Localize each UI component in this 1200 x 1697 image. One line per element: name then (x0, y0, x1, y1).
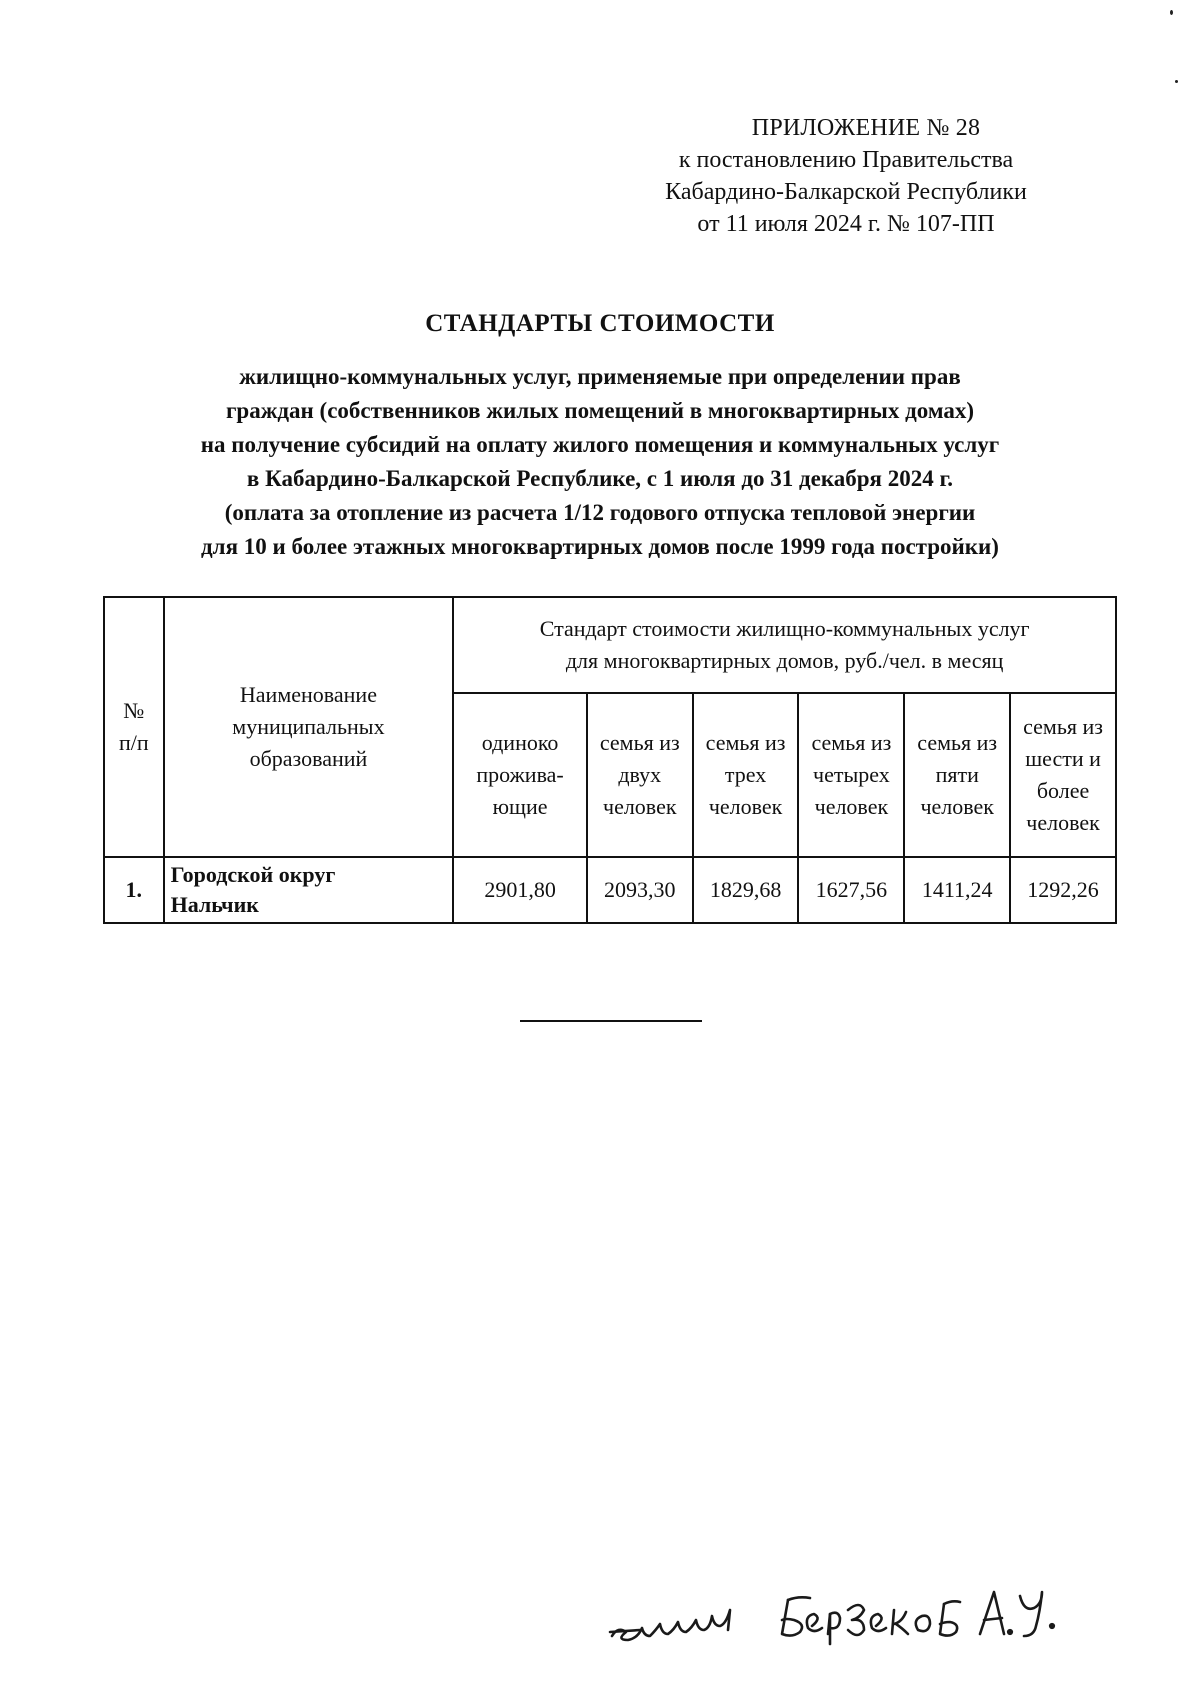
header-single: одиноко прожива- ющие (453, 693, 587, 857)
appendix-line-2: Кабардино-Балкарской Республики (665, 179, 1027, 205)
scan-speck (1175, 80, 1178, 83)
row-municipality: Городской округ Нальчик (164, 857, 454, 923)
header-family-4: семья из четырех человек (798, 693, 904, 857)
appendix-title: ПРИЛОЖЕНИЕ № 28 (751, 115, 981, 141)
header-number: № п/п (104, 597, 164, 857)
value-family-5: 1411,24 (904, 857, 1010, 923)
header-family-2: семья из двух человек (587, 693, 693, 857)
document-title: СТАНДАРТЫ СТОИМОСТИ (425, 310, 775, 337)
appendix-block (636, 112, 1056, 240)
header-cost-standard: Стандарт стоимости жилищно-коммунальных услуг для многоквартирных домов, руб./чел. в месяц (453, 597, 1116, 693)
header-family-6plus: семья из шести и более человек (1010, 693, 1116, 857)
subtitle-line: граждан (собственников жилых помещений в многоквартирных домах) (225, 398, 974, 423)
header-municipality: Наименование муниципальных образований (164, 597, 454, 857)
value-family-3: 1829,68 (693, 857, 799, 923)
appendix-line-1: к постановлению Правительства (678, 147, 1014, 173)
header-family-3: семья из трех человек (693, 693, 799, 857)
scan-speck (1170, 10, 1173, 15)
handwritten-signature (600, 1570, 1070, 1660)
value-family-6plus: 1292,26 (1010, 857, 1116, 923)
value-single: 2901,80 (453, 857, 587, 923)
subtitle-line: (оплата за отопление из расчета 1/12 годового отпуска тепловой энергии (224, 500, 976, 525)
standards-table (103, 596, 1117, 924)
subtitle-line: жилищно-коммунальных услуг, применяемые при определении прав (239, 364, 961, 389)
document-subtitle (80, 360, 1120, 564)
value-family-2: 2093,30 (587, 857, 693, 923)
value-family-4: 1627,56 (798, 857, 904, 923)
header-family-5: семья из пяти человек (904, 693, 1010, 857)
subtitle-line: на получение субсидий на оплату жилого помещения и коммунальных услуг (200, 432, 1000, 457)
end-divider (520, 1020, 702, 1022)
table-header-row (104, 597, 1116, 693)
table-row (104, 857, 1116, 923)
appendix-line-3: от 11 июля 2024 г. № 107-ПП (697, 211, 995, 237)
row-index: 1. (104, 857, 164, 923)
subtitle-line: в Кабардино-Балкарской Республике, с 1 июля до 31 декабря 2024 г. (246, 466, 954, 491)
subtitle-line: для 10 и более этажных многоквартирных домов после 1999 года постройки) (201, 534, 999, 559)
